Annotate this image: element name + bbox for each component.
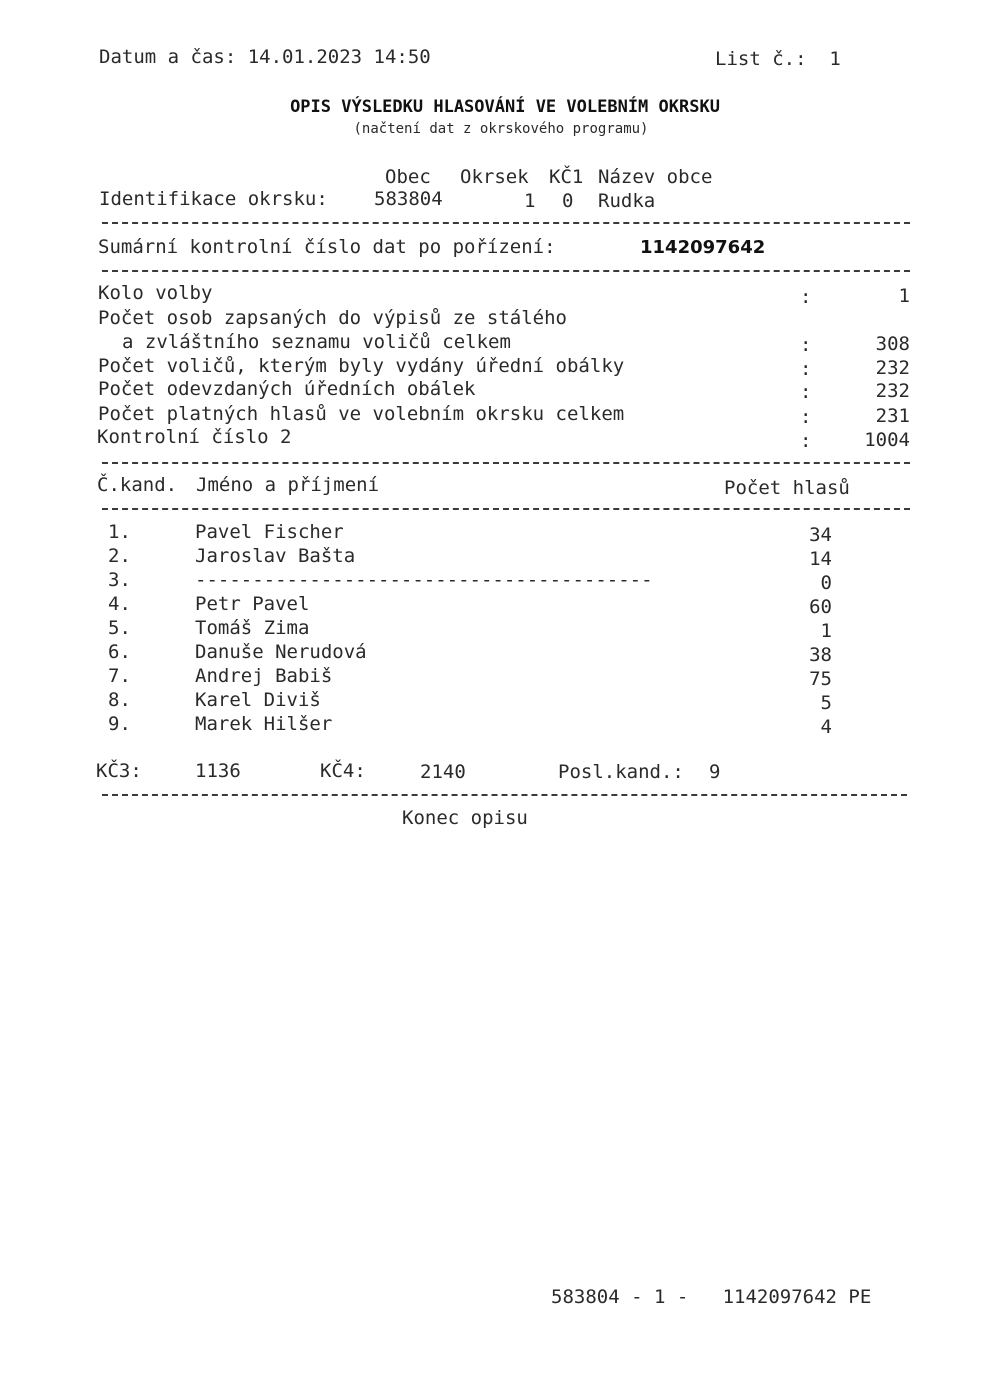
candidate-name: Marek Hilšer — [195, 713, 333, 735]
col-cand-name: Jméno a příjmení — [196, 474, 380, 496]
ident-label: Identifikace okrsku: — [99, 188, 328, 210]
candidate-number: 3. — [108, 569, 131, 591]
vydany-colon: : — [800, 358, 812, 380]
candidate-number: 7. — [108, 665, 131, 687]
datetime-text: Datum a čas: 14.01.2023 14:50 — [99, 46, 431, 68]
divider-1 — [102, 222, 910, 224]
odevzdanych-value: 232 — [875, 380, 910, 402]
vydany-value: 232 — [875, 357, 910, 379]
candidate-name: Karel Diviš — [195, 689, 321, 711]
divider-4 — [102, 508, 910, 510]
divider-5 — [102, 794, 907, 796]
platnych-colon: : — [800, 406, 812, 428]
ident-nazev: Rudka — [598, 190, 656, 212]
candidate-votes: 0 — [820, 572, 832, 594]
candidate-name: Jaroslav Bašta — [195, 545, 356, 567]
platnych-value: 231 — [875, 405, 910, 427]
candidate-name: Andrej Babiš — [195, 665, 333, 687]
kontrolni-value: 1004 — [864, 429, 910, 451]
candidate-votes: 4 — [820, 716, 832, 738]
col-obec: Obec — [385, 166, 431, 188]
kc4-value: 2140 — [420, 761, 466, 783]
posl-kand-label: Posl.kand.: — [558, 761, 684, 783]
candidate-number: 6. — [108, 641, 131, 663]
candidate-name: Tomáš Zima — [195, 617, 310, 639]
candidate-votes: 60 — [809, 596, 832, 618]
ident-obec: 583804 — [374, 188, 443, 210]
page-subtitle: (načtení dat z okrskového programu) — [353, 121, 649, 137]
kolo-label: Kolo volby — [98, 282, 213, 304]
kc3-label: KČ3: — [96, 760, 142, 782]
divider-2 — [102, 270, 910, 272]
candidate-votes: 5 — [820, 692, 832, 714]
vydany-label: Počet voličů, kterým byly vydány úřední obálky — [98, 355, 625, 377]
candidate-votes: 14 — [809, 548, 832, 570]
candidate-votes: 34 — [809, 524, 832, 546]
col-cand-votes: Počet hlasů — [724, 477, 850, 499]
kc3-value: 1136 — [195, 760, 241, 782]
kolo-value: 1 — [898, 285, 910, 307]
candidate-number: 4. — [108, 593, 131, 615]
candidate-name: Danuše Nerudová — [195, 641, 367, 663]
zapsanych-label-2: a zvláštního seznamu voličů celkem — [122, 331, 511, 353]
divider-3 — [102, 462, 910, 464]
candidate-votes: 38 — [809, 644, 832, 666]
kontrolni-colon: : — [800, 430, 812, 452]
candidate-number: 5. — [108, 617, 131, 639]
zapsanych-label-1: Počet osob zapsaných do výpisů ze stálého — [98, 307, 567, 329]
summary-value: 1142097642 — [640, 237, 766, 258]
summary-label: Sumární kontrolní číslo dat po pořízení: — [98, 236, 556, 258]
kolo-colon: : — [800, 286, 812, 308]
candidate-name: ---------------------------------------- — [195, 569, 653, 591]
end-of-transcript: Konec opisu — [402, 807, 528, 829]
col-cand-number: Č.kand. — [97, 474, 178, 496]
odevzdanych-label: Počet odevzdaných úředních obálek — [98, 378, 476, 400]
candidate-number: 2. — [108, 545, 131, 567]
sheet-number: List č.: 1 — [715, 48, 841, 70]
candidate-name: Petr Pavel — [195, 593, 310, 615]
candidate-number: 1. — [108, 521, 131, 543]
zapsanych-value: 308 — [875, 333, 910, 355]
candidate-votes: 1 — [820, 620, 832, 642]
zapsanych-colon: : — [800, 334, 812, 356]
odevzdanych-colon: : — [800, 381, 812, 403]
page-title: OPIS VÝSLEDKU HLASOVÁNÍ VE VOLEBNÍM OKRSKU — [290, 97, 720, 117]
candidate-number: 9. — [108, 713, 131, 735]
candidate-name: Pavel Fischer — [195, 521, 344, 543]
ident-okrsek: 1 — [524, 190, 536, 212]
col-okrsek: Okrsek — [460, 166, 529, 188]
kc4-label: KČ4: — [320, 760, 366, 782]
candidate-votes: 75 — [809, 668, 832, 690]
bottom-identifier: 583804 - 1 - 1142097642 PE — [551, 1286, 872, 1308]
col-nazev: Název obce — [598, 166, 713, 188]
kontrolni-label: Kontrolní číslo 2 — [97, 426, 292, 448]
ident-kc1: 0 — [562, 190, 574, 212]
platnych-label: Počet platných hlasů ve volebním okrsku celkem — [98, 403, 625, 425]
candidate-number: 8. — [108, 689, 131, 711]
col-kc1: KČ1 — [549, 166, 584, 188]
posl-kand-value: 9 — [709, 761, 721, 783]
